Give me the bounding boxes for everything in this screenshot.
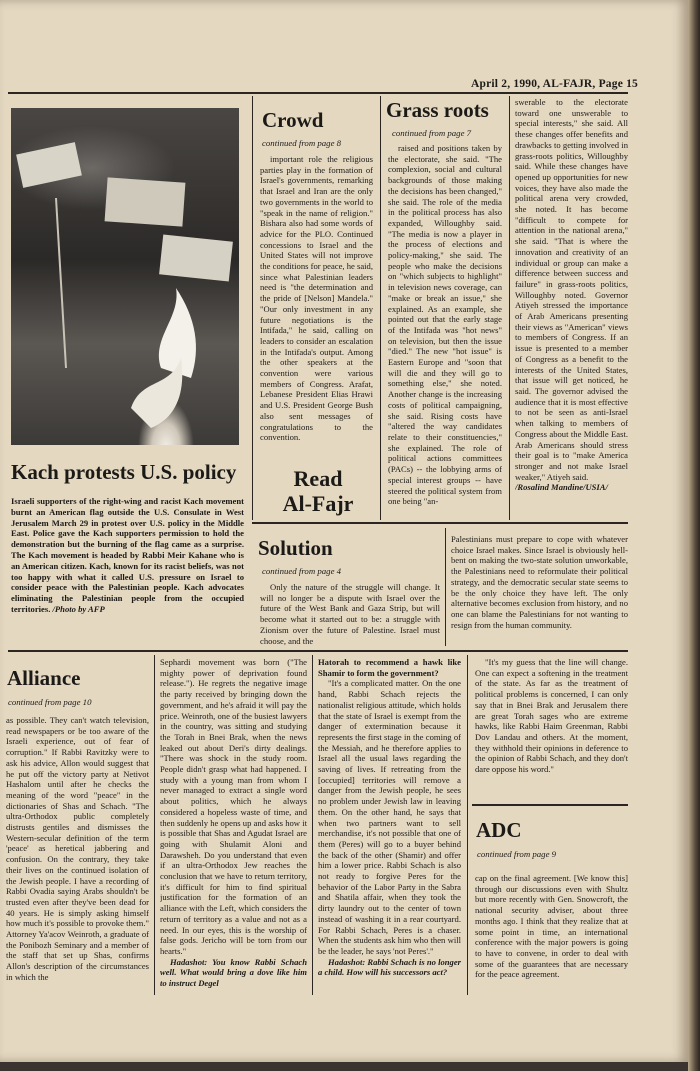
solution-text-2: Palestinians must prepare to cope with whatever choice Israel makes. Since Israel is obviously hell-bent on making the two-state solution unworkable, the Palestinians need to reformulate their political strategy, and the democratic secular state seems to be the only choice they have left. The only alternative becomes exclusion from history, and no one can blame the Palestinians for not wanting to resign from the human community. xyxy=(451,534,628,630)
adc-continued: continued from page 9 xyxy=(477,849,557,859)
page-edge-shadow xyxy=(688,0,700,1071)
column-rule xyxy=(312,655,313,995)
section-rule xyxy=(8,650,628,652)
solution-continued: continued from page 4 xyxy=(262,566,342,576)
grass-roots-signature: /Rosalind Mandine/USIA/ xyxy=(515,482,608,493)
kach-protest-photo xyxy=(11,108,239,445)
alliance-col3 xyxy=(318,657,461,995)
read-alfajr-box[interactable] xyxy=(262,466,374,516)
solution-text-1: Only the nature of the struggle will change. It will no longer be a dispute with Israel over the future of the West Bank and Gaza Strip, but will become what it started out to be: a struggle with Zionism over the future of Palestine. Israel must choose, and the xyxy=(260,582,440,646)
alliance-continued: continued from page 10 xyxy=(8,697,92,707)
alliance-question-1-cont: Hatorah to recommend a hawk like Shamir to form the government? xyxy=(318,657,461,678)
grass-roots-col2 xyxy=(515,97,628,517)
alliance-text-3: "It's a complicated matter. On the one hand, Rabbi Schach rejects the nationalist religious attitude, which holds that the state of Israel is exempt from the danger of extermination because it represents the first stage in the coming of the Messiah, and he therefore applies to Israel all the usual laws regarding the saving of lives. If retreating from the [occupied] territories will remove a danger from the Jewish people, he sees no problem under Jewish law in leaving them. On the other hand, he says that when two partners want to sell merchandise, it's not possible that one of them (Peres) will go to a buyer behind the back of the other (Shamir) and offer him a lower price. Rabbi Schach is also not ready to forgive Peres for the behavior of the Labor Party in the Sabra and Shatila affair, when they took the dirty laundry out to the center of town instead of washing it in a rear courtyard. For Rabbi Schach, Peres is a chaser. When the students ask him who then will be the leader, he says 'not Peres'." xyxy=(318,678,461,956)
grass-roots-continued: continued from page 7 xyxy=(392,128,472,138)
alliance-text-1: as possible. They can't watch television, read newspapers or be too aware of the Israeli experience, out of fear of corruption." If Rabbi Ravitzky were to ask his advice, Allon would suggest that he put off the victory party at Netivot Hashalom until after he checks the meaning of the word "peace" in the dictionaries of Shas and Schach. "The ultra-Orthodox public completely distrusts gentiles and dismisses the Western-secular definition of the term 'peace' as heretical jabbering and confusion. On the contrary, they take their lives on the continued isolation of the Jewish people. I have a recording of Rabbi Ovadia saying Arabs shouldn't be trusted even after they've been dead for 40 years. He is simply asking himself how much it's possible to provoke them." Attorney Ya'acov Weinroth, a graduate of the Ponibozh Seminary and a member of the staff that set up Shas, confirms Allon's description of the circumstances in which the xyxy=(6,715,149,982)
alliance-col1 xyxy=(6,715,149,990)
alliance-question-2: Hadashot: Rabbi Schach is no longer a child. How will his successors act? xyxy=(318,956,461,978)
alliance-text-4: "It's my guess that the line will change. One can expect a softening in the treatment of the state. As far as the treatment of political problems is concerned, I can only say that in Bnei Brak and Jerusalem there are great Torah sages who are extreme hawks, like Rabbi Haim Greenman, Rabbi Dov Landau and others. At the moment, they withhold their opinions in deference to the opinion of Rabbi Schach, and they don't dare oppose his word." xyxy=(475,657,628,775)
crowd-text: important role the religious parties play in the formation of Israel's governments, remarking that Israel and Iran are the only two governments in the world to "speak in the name of religion." Bishara also had some words of advice for the PLO. Continued concessions to Israel and the United States will not improve the conditions for peace, he said, since what Palestinian leaders need is "the determination and the pride of [Nelson] Mandela." "Our only investment in any future negotiations is the Intifada," he said, calling on leaders to consider an escalation in the Intifada's output. Among the other speakers at the convention were various members of Congress. Arafat, Lebanese President Elias Hrawi and U.S. President George Bush also sent messages of congratulations to the convention. xyxy=(260,154,373,443)
column-rule xyxy=(380,96,381,520)
header-rule xyxy=(8,92,628,94)
page-dateline: April 2, 1990, AL-FAJR, Page 15 xyxy=(471,78,638,90)
kach-caption-text: Israeli supporters of the right-wing and racist Kach movement burnt an American flag outside the U.S. Consulate in West Jerusalem March 29 in protest over U.S. policy in the Middle East. Police gave the Kach supporters permission to hold the demonstration but the burning of the flag came as a surprise. The Kach movement is headed by Rabbi Meir Kahane who is an American citizen. Kach, known for its racist beliefs, was not too happy with what it called U.S. pressure on Israel to consider peace with the Palestinian people. Kach advocates eliminating the Palestinian people from the occupied territories. xyxy=(11,496,244,614)
alliance-question-1: Hadashot: You know Rabbi Schach well. What would bring a dove like him to instruct Degel xyxy=(160,956,307,989)
alfajr-label: Al-Fajr xyxy=(282,491,354,516)
solution-col2 xyxy=(451,534,628,646)
crowd-body xyxy=(260,154,373,454)
section-rule xyxy=(472,804,628,806)
adc-headline: ADC xyxy=(476,818,522,842)
kach-photo-credit: /Photo by AFP xyxy=(52,603,105,614)
column-rule xyxy=(509,96,510,520)
column-rule xyxy=(154,655,155,995)
alliance-col2 xyxy=(160,657,307,995)
grass-roots-text-2: swerable to the electorate toward one unswerable to special interests," she said. All these changes offer benefits and drawbacks to getting involved in grass-roots politics, Willoughby said. While these changes have opened up opportunities for new voices, they have also made the political arena very crowded, she noted. It has become "difficult to compete for attention in the national arena," she said. "That is where the innovation and creativity of an individual or group can make a difference between success and failure" in grass-roots politics, Willoughby noted. Governor Atiyeh stressed the importance of Arab Americans presenting their views as "American" views to members of Congress. If an issue is presented to a member of Congress as a benefit to the interests of the United States, that issue will get noticed, he said. The governor advised the audience that it is most effective to not be seen as anti-Israel when talking to members of Congress about the Middle East. Arab Americans should stress their goal is to "make America stronger and not make Israel weaker," Atiyeh said. xyxy=(515,97,628,482)
grass-roots-headline: Grass roots xyxy=(386,98,489,122)
read-label: Read xyxy=(293,466,343,491)
column-rule xyxy=(467,655,468,995)
crowd-headline: Crowd xyxy=(262,108,324,132)
solution-headline: Solution xyxy=(258,536,333,560)
crowd-continued: continued from page 8 xyxy=(262,138,342,148)
alliance-col4 xyxy=(475,657,628,797)
column-rule xyxy=(252,96,253,520)
grass-roots-col1 xyxy=(388,143,502,521)
kach-headline: Kach protests U.S. policy xyxy=(11,460,237,484)
section-rule xyxy=(252,522,628,524)
solution-col1 xyxy=(260,582,440,646)
alliance-text-2: Sephardi movement was born ("The mighty power of deprivation found release."). He regrets the negative image the party received by bringing down the government, and he's afraid it will pay the price. Weinroth, one of the busiest lawyers in the country, was sitting and studying the Torah in Bnei Brak, when the news leaked out about Deri's dirty dealings. "There was shock in the study room. People didn't grasp what had happened. I study with a young man from whom I never managed to extract a single word about politics, which he always considered a hopeless waste of time, and then suddenly he opens up and asks how it is possible that Shas and Agudat Israel are going with Shulamit Aloni and Darawsheh. Do you understand that even if an ultra-Orthodox Jew reaches the conclusion that we have to return territory, it's difficult for him to find spiritual justification for the formation of an alliance with the Left, which considers the return of territory as a value and not as a need. In our eyes, this is the worship of false gods. Jericho will be torn from our hearts." xyxy=(160,657,307,956)
alliance-headline: Alliance xyxy=(7,666,81,690)
grass-roots-text-1: raised and positions taken by the electorate, she said. "The complexion, social and cultural backgrounds of those making the decisions has been changed," she said. The role of the media in the political process has also expanded, Willoughby said. "The media is now a player in the process of elections and policy-making," she said. The people who make the decisions on "which subjects to highlight" in television news coverage, can "make or break an issue," she explained. As an example, she pointed out that the early stage of the Intifada was "hot news" on television, but then the issue "died." The new "hot issue" is Eastern Europe and "soon that will die and they will go to something else," she noted. Another change is the increasing costs of political campaigning, she said. Rising costs have "altered the way candidates relate to their constituencies," she explained. The role of political actions committees (PACs) -- the lobbying arms of special interest groups -- have steered the political system from one being "an- xyxy=(388,143,502,507)
kach-caption xyxy=(11,496,244,615)
column-rule xyxy=(445,528,446,646)
adc-body xyxy=(475,873,628,993)
adc-text: cap on the final agreement. [We know this] through our discussions even with Shultz but more recently with Gen. Snowcroft, the national security adviser, about three months ago. I think that they realize that at some point in time, an international conference with the major powers is going to have to convene, in order to deal with some of the guarantees that are necessary for the peace agreement. xyxy=(475,873,628,980)
